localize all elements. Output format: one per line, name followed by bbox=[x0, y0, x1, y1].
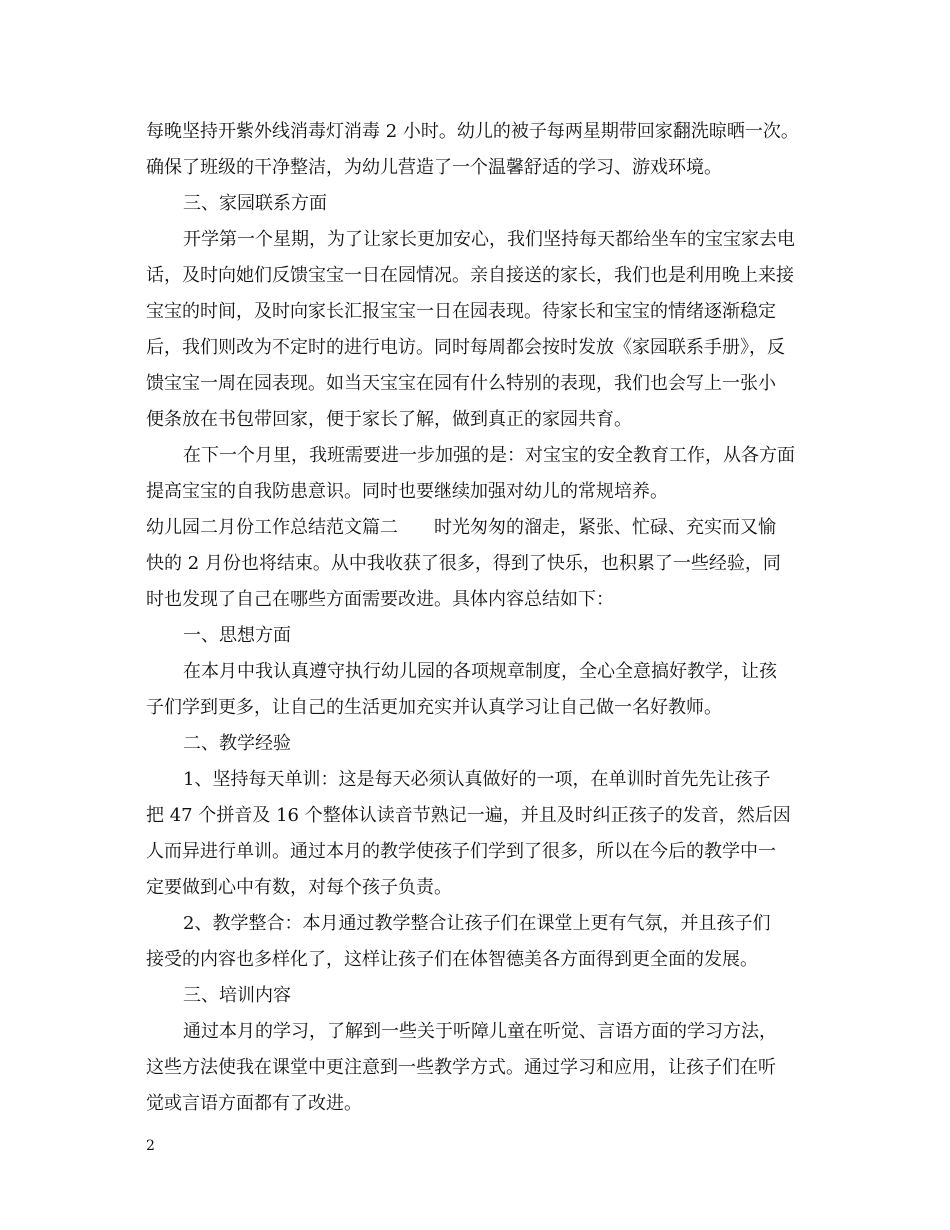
section-heading: 三、家园联系方面 bbox=[183, 193, 327, 214]
text-line: 把 47 个拼音及 16 个整体认读音节熟记一遍，并且及时纠正孩子的发音，然后因 bbox=[146, 805, 791, 826]
text-line: 在下一个月里，我班需要进一步加强的是：对宝宝的安全教育工作，从各方面 bbox=[183, 445, 795, 466]
text-line: 子们学到更多，让自己的生活更加充实并认真学习让自己做一名好教师。 bbox=[146, 697, 722, 718]
text-line: 后，我们则改为不定时的进行电访。同时每周都会按时发放《家园联系手册》，反 bbox=[146, 337, 785, 358]
text-line: 馈宝宝一周在园表现。如当天宝宝在园有什么特别的表现，我们也会写上一张小 bbox=[146, 373, 776, 394]
text-line: 提高宝宝的自我防患意识。同时也要继续加强对幼儿的常规培养。 bbox=[146, 481, 668, 502]
text-line: 1、坚持每天单训：这是每天必须认真做好的一项，在单训时首先先让孩子 bbox=[183, 769, 771, 790]
text-line: 这些方法使我在课堂中更注意到一些教学方式。通过学习和应用，让孩子们在听 bbox=[146, 1057, 776, 1078]
text-line: 话，及时向她们反馈宝宝一日在园情况。亲自接送的家长，我们也是利用晚上来接 bbox=[146, 265, 794, 286]
article-title-line bbox=[146, 513, 816, 543]
text-line: 接受的内容也多样化了，这样让孩子们在体智德美各方面得到更全面的发展。 bbox=[146, 949, 758, 970]
text-line: 定要做到心中有数，对每个孩子负责。 bbox=[146, 877, 452, 898]
text-line: 每晚坚持开紫外线消毒灯消毒 2 小时。幼儿的被子每两星期带回家翻洗晾晒一次。 bbox=[146, 121, 799, 142]
page-number: 2 bbox=[146, 1138, 155, 1154]
text-line: 在本月中我认真遵守执行幼儿园的各项规章制度，全心全意搞好教学，让孩 bbox=[183, 661, 777, 682]
text-line: 宝宝的时间，及时向家长汇报宝宝一日在园表现。待家长和宝宝的情绪逐渐稳定 bbox=[146, 301, 776, 322]
text-line: 觉或言语方面都有了改进。 bbox=[146, 1093, 362, 1114]
article-title: 幼儿园二月份工作总结范文篇二 bbox=[146, 517, 398, 538]
section-heading: 三、培训内容 bbox=[183, 985, 291, 1006]
text-line: 开学第一个星期，为了让家长更加安心，我们坚持每天都给坐车的宝宝家去电 bbox=[183, 229, 795, 250]
text-line: 人而异进行单训。通过本月的教学使孩子们学到了很多，所以在今后的教学中一 bbox=[146, 841, 776, 862]
section-heading: 一、思想方面 bbox=[183, 625, 291, 646]
text-segment: 时光匆匆的溜走，紧张、忙碌、充实而又愉 bbox=[434, 517, 776, 538]
section-heading: 二、教学经验 bbox=[183, 733, 291, 754]
text-line: 快的 2 月份也将结束。从中我收获了很多，得到了快乐，也积累了一些经验，同 bbox=[146, 553, 781, 574]
text-line: 时也发现了自己在哪些方面需要改进。具体内容总结如下： bbox=[146, 589, 614, 610]
text-line: 确保了班级的干净整洁，为幼儿营造了一个温馨舒适的学习、游戏环境。 bbox=[146, 157, 722, 178]
text-line: 通过本月的学习，了解到一些关于听障儿童在听觉、言语方面的学习方法， bbox=[183, 1021, 777, 1042]
text-line: 2、教学整合：本月通过教学整合让孩子们在课堂上更有气氛，并且孩子们 bbox=[183, 913, 771, 934]
text-line: 便条放在书包带回家，便于家长了解，做到真正的家园共育。 bbox=[146, 409, 632, 430]
